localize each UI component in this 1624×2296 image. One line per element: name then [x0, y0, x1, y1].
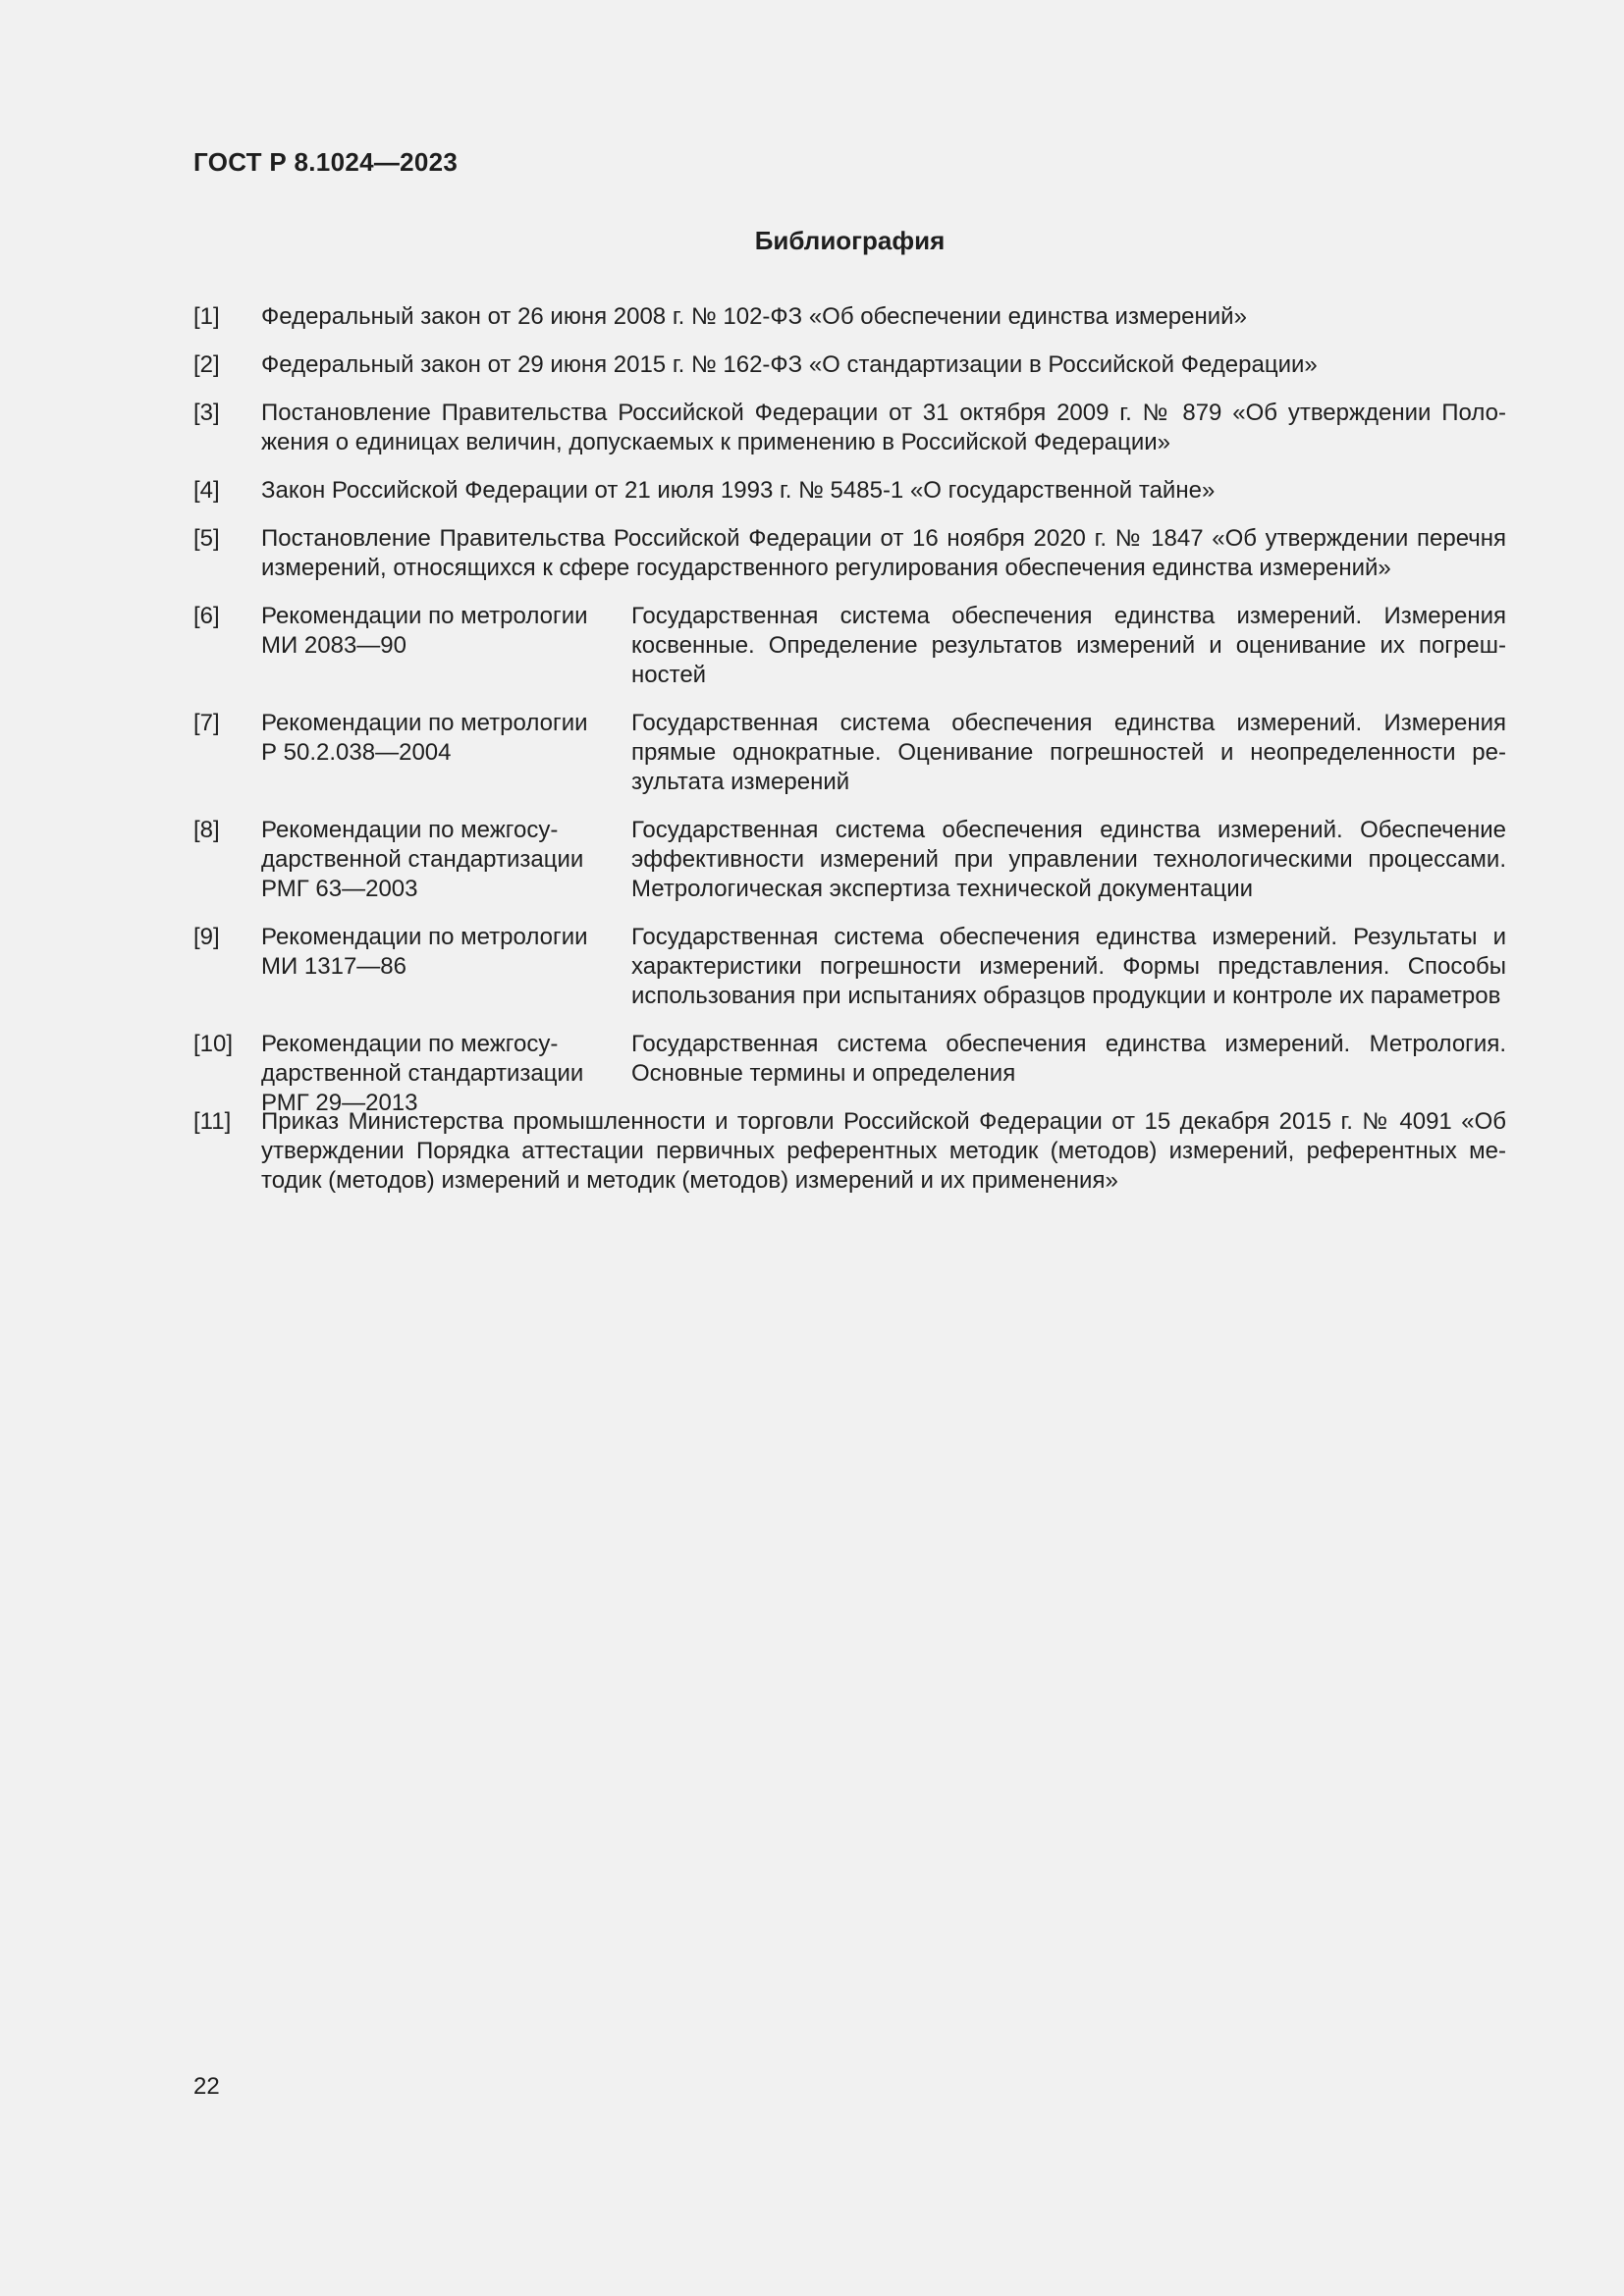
bibliography-entry — [193, 524, 1506, 583]
entry-text: Федеральный закон от 29 июня 2015 г. № 162-ФЗ «О стандартизации в Российской Федерации» — [261, 351, 1318, 378]
document-type-line: Рекомендации по межгосу- — [261, 1031, 559, 1057]
bibliography-entry — [193, 709, 1506, 797]
entry-text: Федеральный закон от 26 июня 2008 г. № 102-ФЗ «Об обеспечении единства измерений» — [261, 303, 1247, 330]
bibliography-entry — [193, 350, 1506, 380]
entry-text: Приказ Министерства промышленности и торговли Российской Федерации от 15 декабря 2015 г. № 4091 «Об утверждении Порядка аттестации первичных референтных методик (методов) измерений, референтных методик (методов) измерений и методик (методов) измерений и их применения» — [261, 1108, 1506, 1194]
bibliography-entry — [193, 302, 1506, 332]
document-header: ГОСТ Р 8.1024—2023 — [193, 147, 459, 177]
entry-description: Государственная система обеспечения единства измерений. Метрология. Основные термины и определения — [631, 1031, 1506, 1087]
page-number: 22 — [193, 2073, 220, 2100]
entry-description: Государственная система обеспечения единства измерений. Обеспечение эффективности измерений при управлении технологическими процессами. Метрологическая экспертиза технической документации — [631, 817, 1506, 902]
document-type-line: дарственной стандартизации — [261, 846, 584, 873]
document-type-line: Рекомендации по метрологии — [261, 710, 588, 736]
document-code: Р 50.2.038—2004 — [261, 739, 452, 766]
document-code: МИ 1317—86 — [261, 953, 406, 980]
bibliography-entry — [193, 923, 1506, 1011]
entry-document-type — [261, 709, 615, 768]
bibliography-entry — [193, 602, 1506, 690]
entry-number: [7] — [193, 710, 220, 736]
document-type-line: дарственной стандартизации — [261, 1060, 584, 1087]
bibliography-entry — [193, 1030, 1506, 1116]
entry-number: [4] — [193, 477, 220, 504]
bibliography-entry — [193, 1107, 1506, 1196]
document-code: РМГ 29—2013 — [261, 1090, 418, 1116]
entry-number: [1] — [193, 303, 220, 330]
entry-number: [5] — [193, 525, 220, 552]
entry-number: [3] — [193, 400, 220, 426]
entry-number: [2] — [193, 351, 220, 378]
entry-number: [11] — [193, 1108, 232, 1135]
bibliography-list — [193, 302, 1506, 1214]
entry-description: Государственная система обеспечения единства измерений. Измерения косвенные. Определение результатов измерений и оценивание их погрешностей — [631, 603, 1506, 688]
entry-document-type — [261, 602, 615, 661]
bibliography-entry — [193, 399, 1506, 457]
document-type-line: Рекомендации по метрологии — [261, 924, 588, 950]
bibliography-entry — [193, 476, 1506, 506]
entry-text: Постановление Правительства Российской Федерации от 31 октября 2009 г. № 879 «Об утверждении Положения о единицах величин, допускаемых к применению в Российской Федерации» — [261, 400, 1506, 455]
entry-number: [9] — [193, 924, 220, 950]
section-title: Библиография — [754, 226, 946, 255]
entry-number: [10] — [193, 1031, 234, 1057]
bibliography-entry — [193, 816, 1506, 904]
entry-document-type — [261, 816, 615, 904]
entry-text: Постановление Правительства Российской Федерации от 16 ноября 2020 г. № 1847 «Об утверждении перечня измерений, относящихся к сфере государственного регулирования обеспечения единства измерений» — [261, 525, 1506, 581]
entry-description: Государственная система обеспечения единства измерений. Результаты и характеристики погрешности измерений. Формы представления. Способы использования при испытаниях образцов продукции и контроле их параметров — [631, 924, 1506, 1009]
document-type-line: Рекомендации по межгосу- — [261, 817, 559, 843]
entry-number: [6] — [193, 603, 220, 629]
entry-document-type — [261, 1030, 615, 1118]
entry-document-type — [261, 923, 615, 982]
entry-text: Закон Российской Федерации от 21 июля 1993 г. № 5485-1 «О государственной тайне» — [261, 477, 1216, 504]
entry-description: Государственная система обеспечения единства измерений. Измерения прямые однократные. Оценивание погрешностей и неопределенности результата измерений — [631, 710, 1506, 795]
document-code: РМГ 63—2003 — [261, 876, 418, 902]
entry-number: [8] — [193, 817, 220, 843]
document-type-line: Рекомендации по метрологии — [261, 603, 588, 629]
document-code: МИ 2083—90 — [261, 632, 406, 659]
